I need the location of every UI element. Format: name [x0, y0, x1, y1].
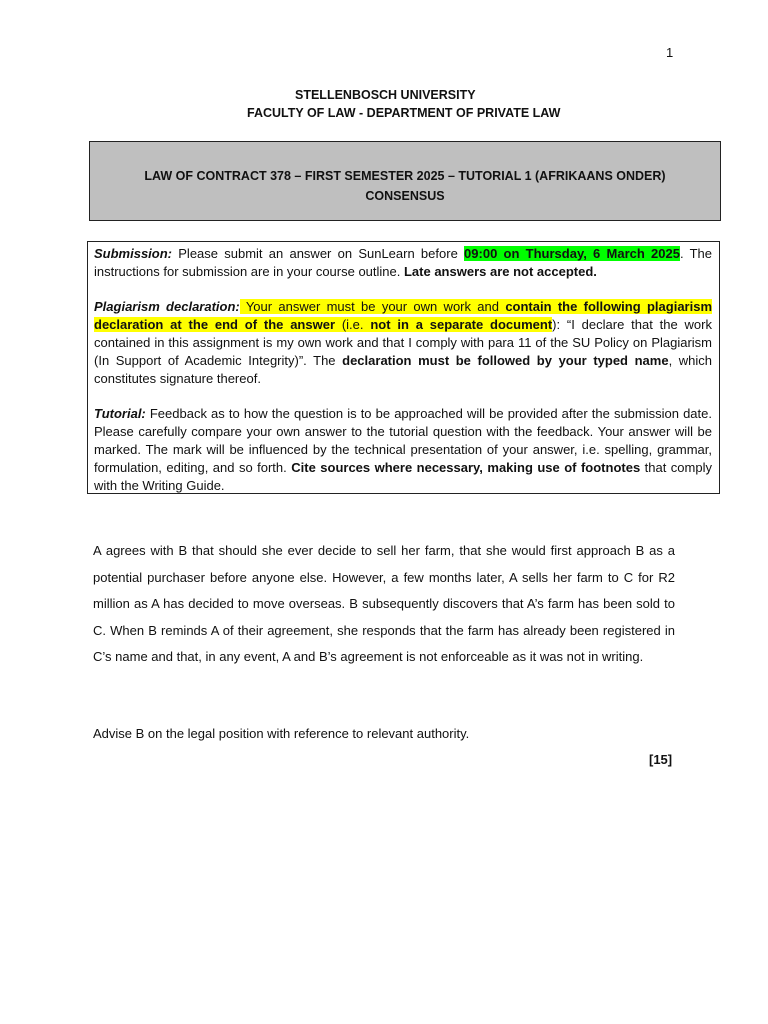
plagiarism-text-4: , which constitutes signature thereof. — [94, 353, 713, 386]
submission-paragraph — [94, 245, 712, 281]
course-title: LAW OF CONTRACT 378 – FIRST SEMESTER 2025 – TUTORIAL 1 (AFRIKAANS ONDER) — [144, 169, 666, 183]
submission-text: Please submit an answer on SunLearn before — [172, 246, 465, 261]
tutorial-paragraph — [94, 405, 712, 495]
submission-text-2: . The instructions for submission are in your course outline. — [94, 246, 713, 279]
faculty-name: FACULTY OF LAW - DEPARTMENT OF PRIVATE LAW — [247, 106, 561, 120]
tutorial-text-2: that comply with the Writing Guide. — [94, 460, 712, 493]
tutorial-label: Tutorial: — [94, 406, 146, 421]
question-scenario — [93, 538, 675, 671]
plagiarism-paragraph — [94, 298, 712, 388]
plagiarism-label: Plagiarism declaration: — [94, 299, 240, 314]
plagiarism-not-separate: not in a separate document — [370, 317, 553, 332]
page-number: 1 — [666, 45, 674, 60]
question-instruction: Advise B on the legal position with reference to relevant authority. — [93, 726, 470, 741]
question-marks: [15] — [649, 752, 673, 767]
late-answers-notice: Late answers are not accepted. — [403, 264, 597, 279]
instructions-box — [87, 241, 720, 494]
tutorial-cite-sources: Cite sources where necessary, making use of footnotes — [291, 460, 641, 475]
plagiarism-text-2: (i.e. — [335, 317, 371, 332]
tutorial-text: Feedback as to how the question is to be approached will be provided after the submission date. Please carefully compare your own answer to the tutorial question with the feedback. Your answer will be marked. The mark will be influenced by the technical presentation of your answer, i.e. spelling, grammar, formulation, editing, and so forth. — [94, 406, 712, 475]
plagiarism-requirement: contain the following plagiarism declaration at the end of the answer — [94, 299, 713, 332]
scenario-paragraph: A agrees with B that should she ever decide to sell her farm, that she would first approach B as a potential purchaser before anyone else. However, a few months later, A sells her farm to C for R2 million as A has decided to move overseas. B subsequently discovers that A’s farm has been sold to C. When B reminds A of their agreement, she responds that the farm has already been registered in C’s name and that, in any event, A and B’s agreement is not enforceable as it was not in writing. — [93, 543, 675, 664]
university-name: STELLENBOSCH UNIVERSITY — [295, 88, 476, 102]
plagiarism-typed-name: declaration must be followed by your typed name — [342, 353, 669, 368]
plagiarism-text: Your answer must be your own work and — [239, 299, 506, 314]
plagiarism-declaration-quote: ): “I declare that the work contained in this assignment is my own work and that I comply with para 11 of the SU Policy on Plagiarism (In Support of Academic Integrity)”. The — [94, 317, 712, 368]
submission-deadline: 09:00 on Thursday, 6 March 2025 — [464, 246, 680, 261]
tutorial-topic: CONSENSUS — [365, 189, 445, 203]
submission-label: Submission: — [94, 246, 173, 261]
course-title-box — [89, 141, 721, 221]
